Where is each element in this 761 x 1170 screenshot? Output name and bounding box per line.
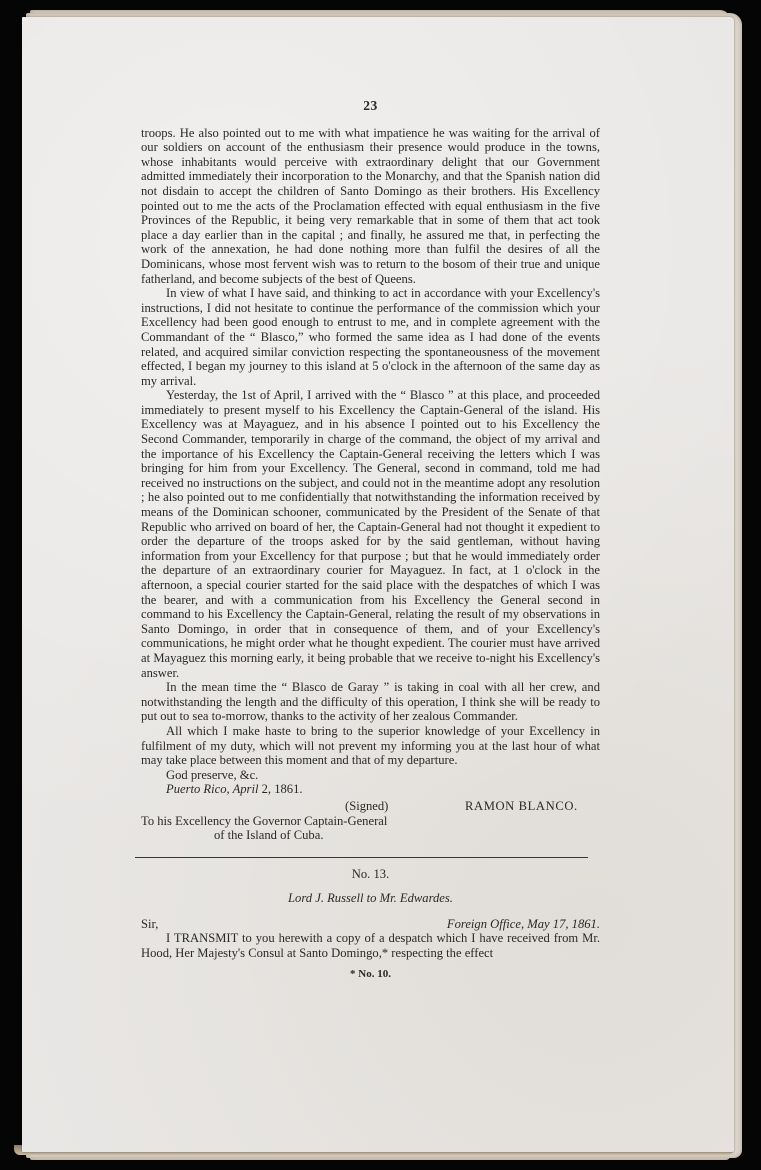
paragraph: All which I make haste to bring to the superior knowledge of your Excellency in fulfilment of my duty, which will not prevent my informing you at the last hour of what may take place between this moment and that of my departure. (141, 723, 600, 768)
footnote: * No. 10. (350, 967, 391, 980)
paragraph: In view of what I have said, and thinking to act in accordance with your Excellency's instructions, I did not hesitate to continue the performance of the commission which your Excellency had been good enough to entrust to me, and in complete agreement with the Commandant of the “ Blasco,” who formed the same idea as I had done of the events related, and acquired similar conviction respecting the spontaneousness of the movement effected, I began my journey to this island at 5 o'clock in the afternoon of the same day as my arrival. (141, 286, 600, 388)
paragraph: In the mean time the “ Blasco de Garay ” is taking in coal with all her crew, and notwithstanding the length and the difficulty of this operation, I think she will be ready to put out to sea to-morrow, thanks to the activity of her zealous Commander. (141, 680, 600, 724)
signatory-name: RAMON BLANCO. (465, 798, 578, 813)
place-date-italic: Puerto Rico, April (166, 782, 259, 797)
document-heading: Lord J. Russell to Mr. Edwardes. (288, 891, 453, 906)
page-text (141, 99, 600, 981)
addressee-line-1: To his Excellency the Governor Captain-General (141, 813, 388, 828)
signed-label: (Signed) (345, 798, 389, 813)
place-date (166, 782, 600, 797)
page-number: 23 (363, 98, 378, 113)
paragraph: troops. He also pointed out to me with what impatience he was waiting for the arrival of our soldiers on account of the enthusiasm their presence would produce in the towns, whose inhabitants would perceive with extraordinary delight that our Government admitted immediately their incorporation to the Monarchy, and that the Spanish nation did not disdain to accept the children of Santo Domingo as their brothers. His Excellency pointed out to me the acts of the Proclamation effected with equal enthusiasm in the five Provinces of the Republic, it being very remarkable that in some of them that act took place a day earlier than in the capital ; and finally, he assured me that, in perfecting the work of the annexation, he had done nothing more than fulfil the desires of all the Dominicans, whose most fervent wish was to return to the bosom of their true and unique fatherland, and become subjects of the best of Queens. (141, 125, 600, 286)
place-date-rest: 2, 1861. (258, 782, 303, 797)
paragraph: I TRANSMIT to you herewith a copy of a despatch which I have received from Mr. Hood, Her Majesty's Consul at Santo Domingo,* respecting the effect (141, 931, 600, 961)
salutation-row (141, 917, 600, 932)
salutation: Sir, (141, 916, 159, 931)
addressee-line-2: of the Island of Cuba. (214, 828, 324, 843)
closing-formula: God preserve, &c. (166, 767, 259, 782)
signature-row (141, 799, 600, 814)
dateline: Foreign Office, May 17, 1861. (446, 916, 600, 931)
section-divider (135, 857, 588, 859)
document-number: No. 13. (351, 866, 390, 881)
paragraph: Yesterday, the 1st of April, I arrived with the “ Blasco ” at this place, and proceeded immediately to present myself to his Excellency the Captain-General of the island. His Excellency was at Mayaguez, and in his absence I pointed out to his Excellency the Second Commander, temporarily in charge of the command, the object of my arrival and the importance of his Excellency the Captain-General receiving the letters which I was bringing for him from your Excellency. The General, second in command, told me had received no instructions on the subject, and could not in the meantime adopt any resolution ; he also pointed out to me confidentially that notwithstanding the information received by means of the Dominican schooner, communicated by the President of the Senate of that Republic who arrived on board of her, the Captain-General had not thought it expedient to order the departure of the troops asked for by the said gentleman, without having information from your Excellency for that purpose ; but that he would immediately order the departure of an extraordinary courier for Mayaguez. In fact, at 1 o'clock in the afternoon, a special courier started for the said place with the despatches of which I was the bearer, and with a communication from his Excellency the General second in command to his Excellency the Captain-General, relating the result of my observations in Santo Domingo, in order that in consequence of them, and of your Excellency's communications, he might order what he thought expedient. The courier must have arrived at Mayaguez this morning early, it being probable that we receive to-night his Excellency's answer. (141, 388, 600, 680)
addressee (141, 814, 421, 843)
